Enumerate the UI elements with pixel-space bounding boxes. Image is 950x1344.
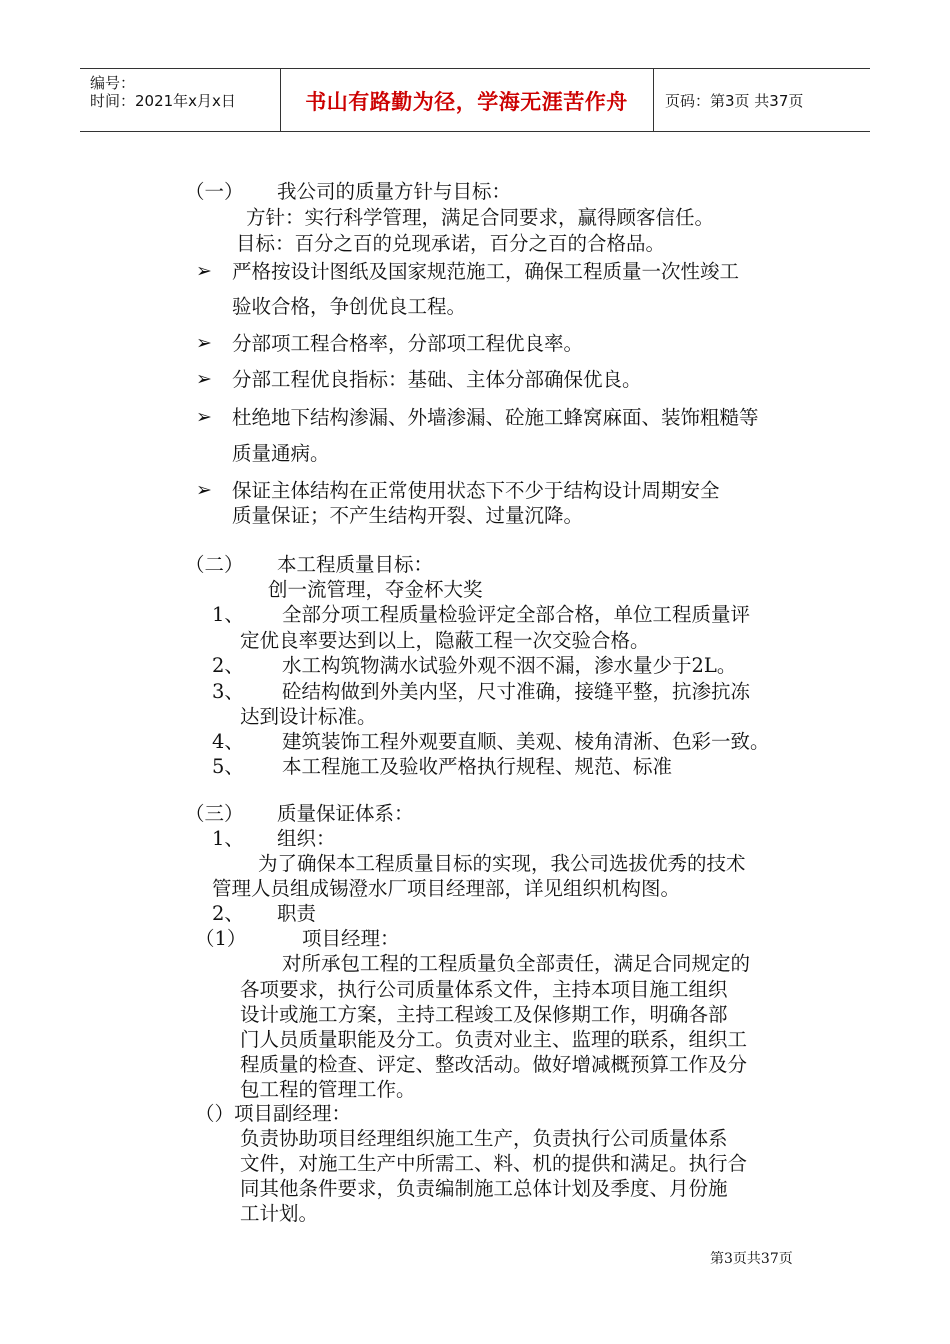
- item-number: 1、: [212, 827, 244, 850]
- bullet-text: 质量通病。: [232, 442, 330, 465]
- paragraph-line: 设计或施工方案，主持工程竣工及保修期工作，明确各部: [240, 1003, 728, 1026]
- item-number: 2、: [212, 902, 244, 925]
- bullet-text: 分部工程优良指标：基础、主体分部确保优良。: [232, 368, 642, 391]
- quality-policy: 方针：实行科学管理，满足合同要求，赢得顾客信任。: [246, 206, 715, 229]
- paragraph-line: 管理人员组成锡澄水厂项目经理部，详见组织机构图。: [212, 877, 681, 900]
- item-text: 水工构筑物满水试验外观不洇不漏，渗水量少于2L。: [282, 654, 737, 677]
- item-number: 4、: [212, 730, 244, 753]
- paragraph-line: 工计划。: [240, 1202, 319, 1225]
- time-label: 时间：2021年x月x日: [90, 92, 236, 110]
- item-text: 建筑装饰工程外观要直顺、美观、棱角清淅、色彩一致。: [282, 730, 770, 753]
- bullet-arrow-icon: ➢: [196, 332, 212, 354]
- bullet-text: 分部项工程合格率，分部项工程优良率。: [232, 332, 584, 355]
- header-meta-cell: [80, 69, 280, 131]
- page-header: [80, 68, 870, 132]
- paragraph-line: 为了确保本工程质量目标的实现，我公司选拔优秀的技术: [258, 852, 746, 875]
- paragraph-line: 门人员质量职能及分工。负责对业主、监理的联系，组织工: [240, 1028, 748, 1051]
- bullet-text: 杜绝地下结构渗漏、外墙渗漏、砼施工蜂窝麻面、装饰粗糙等: [232, 406, 759, 429]
- bullet-arrow-icon: ➢: [196, 406, 212, 428]
- paragraph-line: 文件，对施工生产中所需工、料、机的提供和满足。执行合: [240, 1152, 748, 1175]
- item-number: 5、: [212, 755, 244, 778]
- item-text: 本工程施工及验收严格执行规程、规范、标准: [282, 755, 673, 778]
- item-text: 定优良率要达到以上，隐蔽工程一次交验合格。: [240, 629, 650, 652]
- item-number: （1）: [195, 927, 247, 950]
- item-number: 1、: [212, 603, 244, 626]
- section-title: 本工程质量目标：: [277, 553, 434, 576]
- paragraph-line: 对所承包工程的工程质量负全部责任，满足合同规定的: [282, 952, 751, 975]
- paragraph-line: 程质量的检查、评定、整改活动。做好增减概预算工作及分: [240, 1053, 748, 1076]
- paragraph-line: 同其他条件要求，负责编制施工总体计划及季度、月份施: [240, 1177, 728, 1200]
- paragraph-line: 各项要求，执行公司质量体系文件，主持本项目施工组织: [240, 978, 728, 1001]
- paragraph-line: 包工程的管理工作。: [240, 1078, 416, 1101]
- bullet-text: 严格按设计图纸及国家规范施工，确保工程质量一次性竣工: [232, 260, 740, 283]
- section-title: 质量保证体系：: [277, 802, 414, 825]
- bullet-arrow-icon: ➢: [196, 479, 212, 501]
- item-text: 砼结构做到外美内坚，尺寸准确，接缝平整，抗渗抗冻: [282, 680, 751, 703]
- item-text: 达到设计标准。: [240, 705, 377, 728]
- bullet-text: 验收合格，争创优良工程。: [232, 295, 467, 318]
- section-marker: （三）: [185, 802, 244, 825]
- header-page-info: 页码：第3页 共37页: [665, 92, 804, 110]
- subsection-title: 项目经理：: [302, 927, 400, 950]
- section-marker: （二）: [185, 553, 244, 576]
- number-label: 编号：: [90, 74, 136, 92]
- quality-goal: 目标：百分之百的兑现承诺，百分之百的合格品。: [236, 232, 666, 255]
- bullet-arrow-icon: ➢: [196, 368, 212, 390]
- subsection-title: 组织：: [277, 827, 336, 850]
- header-divider: [653, 69, 654, 131]
- section-marker: （一）: [185, 180, 244, 203]
- section-subtitle: 创一流管理，夺金杯大奖: [268, 578, 483, 601]
- section-title: 我公司的质量方针与目标：: [277, 180, 512, 203]
- footer-page-info: 第3页共37页: [710, 1251, 793, 1267]
- bullet-arrow-icon: ➢: [196, 260, 212, 282]
- subsection-title: （）项目副经理：: [195, 1102, 352, 1125]
- item-text: 全部分项工程质量检验评定全部合格，单位工程质量评: [282, 603, 751, 626]
- paragraph-line: 负责协助项目经理组织施工生产，负责执行公司质量体系: [240, 1127, 728, 1150]
- bullet-text: 保证主体结构在正常使用状态下不少于结构设计周期安全: [232, 479, 720, 502]
- subsection-title: 职责: [277, 902, 317, 925]
- item-number: 2、: [212, 654, 244, 677]
- header-motto: 书山有路勤为径，学海无涯苦作舟: [305, 90, 628, 114]
- item-number: 3、: [212, 680, 244, 703]
- bullet-text: 质量保证；不产生结构开裂、过量沉降。: [232, 504, 584, 527]
